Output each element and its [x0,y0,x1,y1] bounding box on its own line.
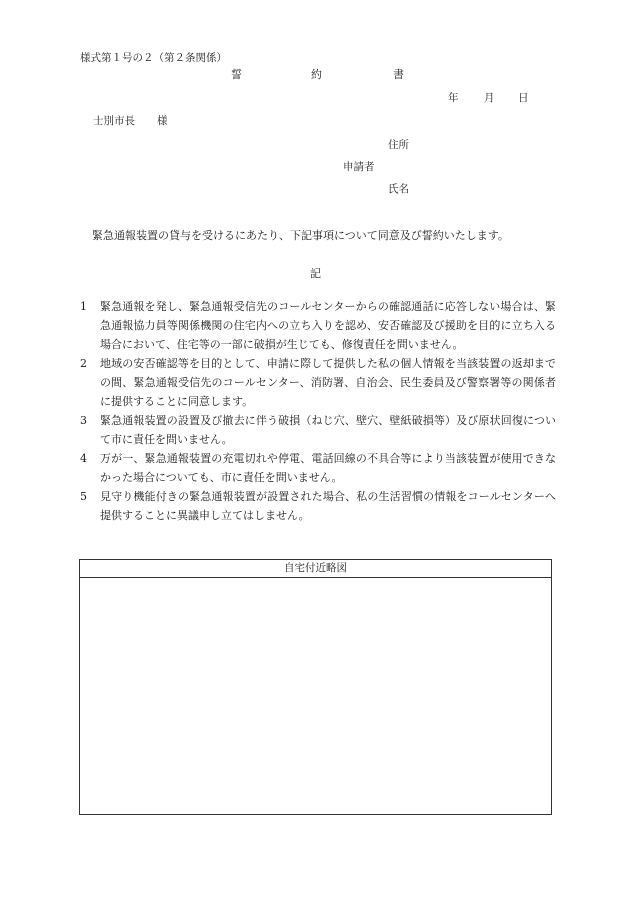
name-label: 氏名 [388,183,409,195]
document-title-char-3: 書 [393,68,404,81]
addressee-honorific: 様 [157,115,168,127]
consent-item [80,297,556,354]
date-year-label: 年 [448,92,459,104]
item-text: 地域の安否確認等を目的として、申請に際して提供した私の個人情報を当該装置の返却までの間、緊急通報受信先のコールセンター、消防署、自治会、民生委員及び警察署等の関係者に提供することに同意します。 [100,357,556,408]
ki-heading: 記 [310,267,321,280]
addressee-name: 士別市長 [93,115,135,127]
date-month-label: 月 [484,92,495,104]
applicant-label: 申請者 [343,161,375,173]
item-number: 3 [80,414,87,427]
item-number: 4 [80,452,87,465]
item-number: 5 [80,490,87,503]
consent-item [80,449,556,487]
item-number: 2 [80,357,87,370]
addressee [93,113,168,128]
item-text: 見守り機能付きの緊急通報装置が設置された場合、私の生活習慣の情報をコールセンターへ提供することに異議申し立てはしません。 [100,490,556,522]
document-title-char-1: 誓 [231,68,242,81]
form-number: 様式第１号の２（第２条関係） [80,52,227,64]
document-title-char-2: 約 [311,68,322,81]
consent-item [80,487,556,525]
item-text: 緊急通報装置の設置及び撤去に伴う破損（ねじ穴、壁穴、壁紙破損等）及び原状回復について市に責任を問いません。 [100,414,556,446]
date-day-label: 日 [518,92,529,104]
item-text: 万が一、緊急通報装置の充電切れや停電、電話回線の不具合等により当該装置が使用できなかった場合についても、市に責任を問いません。 [100,452,556,484]
consent-item [80,411,556,449]
map-box-header: 自宅付近略図 [80,560,551,578]
consent-item [80,354,556,411]
consent-items-list [80,297,556,525]
intro-statement: 緊急通報装置の貸与を受けるにあたり、下記事項について同意及び誓約いたします。 [92,229,509,242]
item-text: 緊急通報を発し、緊急通報受信先のコールセンターからの確認通話に応答しない場合は、緊急通報協力員等関係機関の住宅内への立ち入りを認め、安否確認及び援助を目的に立ち入る場合において、住宅等の一部に破損が生じても、修復責任を問いません。 [100,300,556,351]
home-vicinity-map-box [79,559,552,815]
address-label: 住所 [388,139,409,151]
item-number: 1 [80,300,87,313]
